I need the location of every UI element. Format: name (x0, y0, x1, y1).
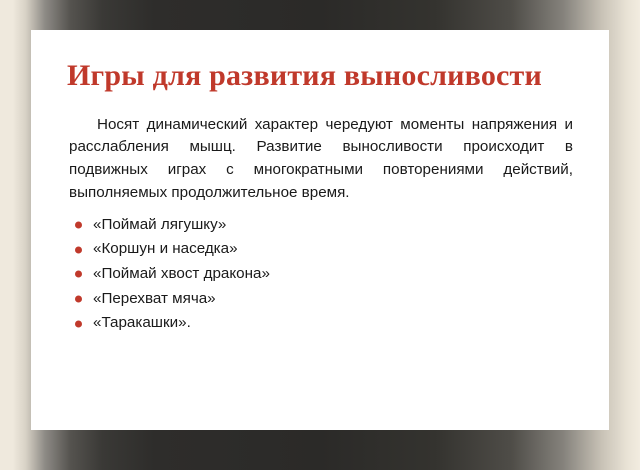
list-item (71, 311, 579, 336)
slide-content-card (31, 30, 609, 430)
slide-frame-top (0, 0, 640, 30)
list-item-label: «Поймай лягушку» (93, 215, 227, 233)
list-item (71, 287, 579, 312)
list-item (71, 237, 579, 262)
list-item-label: «Коршун и наседка» (93, 240, 238, 258)
list-item (71, 213, 579, 238)
bullet-dot-icon (75, 320, 82, 327)
slide-bullet-list (61, 213, 579, 336)
list-item (71, 262, 579, 287)
bullet-dot-icon (75, 271, 82, 278)
slide-frame-bottom (0, 440, 640, 470)
bullet-dot-icon (75, 295, 82, 302)
slide-title: Игры для развития выносливости (67, 59, 542, 92)
bullet-dot-icon (75, 246, 82, 253)
slide-body-paragraph: Носят динамический характер чередуют моменты напряжения и расслабления мышц. Развитие выносливости происходит в подвижных играх с многократными повторениями действий, выполняемых продолжительное время. (69, 115, 573, 201)
list-item-label: «Поймай хвост дракона» (93, 265, 270, 283)
list-item-label: «Перехват мяча» (93, 289, 216, 307)
list-item-label: «Таракашки». (93, 314, 191, 332)
bullet-dot-icon (75, 222, 82, 229)
